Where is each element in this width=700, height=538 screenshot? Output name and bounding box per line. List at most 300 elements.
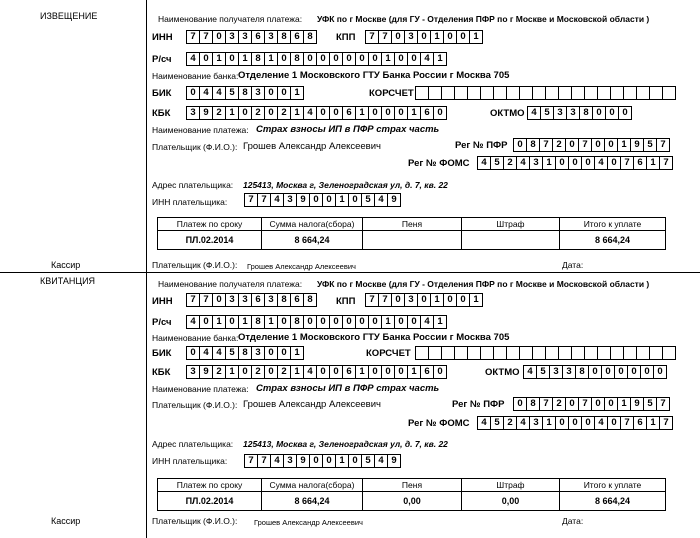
- digit-cell: 5: [491, 417, 504, 429]
- empty-cell: [585, 347, 598, 359]
- digit-cell: 0: [278, 316, 291, 328]
- digit-cell: 3: [187, 366, 200, 378]
- digit-cell: 9: [297, 455, 310, 467]
- digit-cell: 5: [644, 398, 657, 410]
- bik-label: БИК: [152, 348, 172, 359]
- digit-cell: 1: [543, 157, 556, 169]
- digit-cell: 7: [579, 139, 592, 151]
- digit-cell: 3: [554, 107, 567, 119]
- empty-cell: [533, 87, 546, 99]
- digit-cell: 8: [278, 294, 291, 306]
- recipient-name: УФК по г Москве (для ГУ - Отделения ПФР по г Москве и Московской области ): [317, 279, 650, 289]
- digit-cell: 0: [226, 316, 239, 328]
- digit-cell: 8: [304, 294, 317, 306]
- empty-cell: [637, 87, 650, 99]
- recipient-label: Наименование получателя платежа:: [158, 14, 303, 24]
- reg-foms-label: Рег № ФОМС: [408, 158, 470, 169]
- digit-cell: 2: [553, 139, 566, 151]
- digit-cell: 8: [278, 31, 291, 43]
- kpp-cells: [365, 30, 483, 44]
- digit-cell: 0: [239, 366, 252, 378]
- digit-cell: 1: [265, 53, 278, 65]
- digit-cell: 0: [628, 366, 641, 378]
- digit-cell: 8: [304, 31, 317, 43]
- empty-cell: [429, 347, 442, 359]
- empty-cell: [624, 347, 637, 359]
- digit-cell: 2: [213, 107, 226, 119]
- empty-cell: [546, 87, 559, 99]
- empty-cell: [481, 347, 494, 359]
- digit-cell: 1: [543, 417, 556, 429]
- digit-cell: 4: [375, 194, 388, 206]
- digit-cell: 7: [187, 31, 200, 43]
- section-title: ИЗВЕЩЕНИЕ: [40, 11, 98, 21]
- payer-name: Грошев Александр Алексеевич: [243, 399, 381, 410]
- payer-name-small: Грошев Александр Алексеевич: [247, 262, 356, 271]
- empty-cell: [559, 87, 572, 99]
- digit-cell: 0: [592, 398, 605, 410]
- digit-cell: 1: [265, 316, 278, 328]
- digit-cell: 0: [278, 53, 291, 65]
- digit-cell: 1: [336, 194, 349, 206]
- digit-cell: 4: [200, 87, 213, 99]
- digit-cell: 3: [530, 157, 543, 169]
- digit-cell: 0: [356, 53, 369, 65]
- bank-name: Отделение 1 Московского ГТУ Банка России г Москва 705: [238, 70, 510, 81]
- digit-cell: 1: [408, 366, 421, 378]
- digit-cell: 0: [582, 417, 595, 429]
- digit-cell: 4: [595, 157, 608, 169]
- digit-cell: 0: [605, 139, 618, 151]
- inn-cells: [186, 30, 317, 44]
- digit-cell: 3: [252, 347, 265, 359]
- digit-cell: 0: [619, 107, 632, 119]
- bik-cells: [186, 346, 304, 360]
- inn-cells: [186, 293, 317, 307]
- section-title: КВИТАНЦИЯ: [40, 276, 96, 286]
- digit-cell: 0: [641, 366, 654, 378]
- digit-cell: 4: [517, 157, 530, 169]
- payment-period: ПЛ.02.2014: [158, 492, 262, 511]
- digit-cell: 1: [226, 366, 239, 378]
- digit-cell: 0: [213, 294, 226, 306]
- empty-cell: [572, 87, 585, 99]
- digit-cell: 4: [187, 53, 200, 65]
- digit-cell: 0: [213, 31, 226, 43]
- digit-cell: 1: [431, 31, 444, 43]
- bank-label: Наименование банка:: [152, 333, 239, 343]
- digit-cell: 0: [457, 294, 470, 306]
- digit-cell: 9: [200, 366, 213, 378]
- header-penalty: Пеня: [363, 479, 462, 492]
- digit-cell: 4: [304, 366, 317, 378]
- digit-cell: 1: [213, 316, 226, 328]
- empty-cell: [507, 347, 520, 359]
- payer-address: 125413, Москва г, Зеленоградская ул, д. 7, кв. 22: [243, 439, 448, 449]
- digit-cell: 0: [444, 31, 457, 43]
- digit-cell: 7: [540, 139, 553, 151]
- reg-pfr-label: Рег № ПФР: [452, 399, 505, 410]
- digit-cell: 7: [660, 417, 673, 429]
- digit-cell: 0: [369, 366, 382, 378]
- digit-cell: 7: [540, 398, 553, 410]
- digit-cell: 9: [631, 398, 644, 410]
- header-penalty: Пеня: [363, 218, 462, 231]
- recipient-name: УФК по г Москве (для ГУ - Отделения ПФР по г Москве и Московской области ): [317, 14, 650, 24]
- digit-cell: 3: [265, 31, 278, 43]
- reg-foms-cells: [477, 416, 673, 430]
- digit-cell: 0: [265, 87, 278, 99]
- kpp-label: КПП: [336, 32, 356, 43]
- digit-cell: 1: [382, 53, 395, 65]
- empty-cell: [442, 347, 455, 359]
- purpose-label: Наименование платежа:: [152, 384, 249, 394]
- digit-cell: 4: [478, 157, 491, 169]
- digit-cell: 0: [343, 316, 356, 328]
- payer-address: 125413, Москва г, Зеленоградская ул, д. 7, кв. 22: [243, 180, 448, 190]
- digit-cell: 0: [444, 294, 457, 306]
- digit-cell: 0: [395, 53, 408, 65]
- rs-label: Р/сч: [152, 54, 172, 65]
- digit-cell: 5: [541, 107, 554, 119]
- digit-cell: 0: [418, 31, 431, 43]
- payer-name: Грошев Александр Алексеевич: [243, 141, 381, 152]
- digit-cell: 0: [556, 417, 569, 429]
- digit-cell: 3: [187, 107, 200, 119]
- digit-cell: 6: [421, 366, 434, 378]
- korschet-cells: [415, 346, 676, 360]
- korschet-cells: [415, 86, 676, 100]
- digit-cell: 6: [343, 366, 356, 378]
- cashier-label: Кассир: [51, 260, 81, 270]
- digit-cell: 9: [631, 139, 644, 151]
- digit-cell: 7: [366, 294, 379, 306]
- oktmo-cells: [527, 106, 632, 120]
- digit-cell: 4: [271, 455, 284, 467]
- digit-cell: 0: [582, 157, 595, 169]
- date-label: Дата:: [562, 260, 584, 270]
- digit-cell: 9: [388, 194, 401, 206]
- digit-cell: 0: [615, 366, 628, 378]
- digit-cell: 9: [200, 107, 213, 119]
- digit-cell: 1: [382, 316, 395, 328]
- empty-cell: [663, 87, 676, 99]
- header-period: Платеж по сроку: [158, 479, 262, 492]
- empty-cell: [611, 87, 624, 99]
- empty-cell: [598, 87, 611, 99]
- reg-foms-cells: [477, 156, 673, 170]
- rs-cells: [186, 315, 447, 329]
- digit-cell: 6: [634, 157, 647, 169]
- digit-cell: 2: [504, 417, 517, 429]
- digit-cell: 0: [310, 455, 323, 467]
- digit-cell: 1: [291, 347, 304, 359]
- kbk-label: КБК: [152, 108, 171, 119]
- empty-cell: [455, 87, 468, 99]
- empty-cell: [442, 87, 455, 99]
- digit-cell: 0: [310, 194, 323, 206]
- empty-cell: [650, 347, 663, 359]
- header-fine: Штраф: [462, 479, 560, 492]
- digit-cell: 1: [226, 107, 239, 119]
- empty-cell: [416, 347, 429, 359]
- digit-cell: 4: [213, 87, 226, 99]
- section-divider: [0, 272, 700, 273]
- digit-cell: 0: [349, 455, 362, 467]
- digit-cell: 1: [647, 417, 660, 429]
- digit-cell: 2: [278, 107, 291, 119]
- digit-cell: 0: [608, 417, 621, 429]
- digit-cell: 3: [550, 366, 563, 378]
- digit-cell: 4: [375, 455, 388, 467]
- digit-cell: 0: [317, 366, 330, 378]
- digit-cell: 3: [567, 107, 580, 119]
- digit-cell: 7: [366, 31, 379, 43]
- digit-cell: 0: [265, 107, 278, 119]
- digit-cell: 9: [297, 194, 310, 206]
- address-label: Адрес плательщика:: [152, 439, 234, 449]
- rs-cells: [186, 52, 447, 66]
- payer-inn-cells: [244, 193, 401, 207]
- digit-cell: 1: [618, 139, 631, 151]
- digit-cell: 0: [395, 107, 408, 119]
- digit-cell: 7: [258, 455, 271, 467]
- digit-cell: 3: [405, 294, 418, 306]
- inn-label: ИНН: [152, 32, 173, 43]
- digit-cell: 0: [408, 53, 421, 65]
- kpp-label: КПП: [336, 296, 356, 307]
- payment-period: ПЛ.02.2014: [158, 231, 262, 250]
- digit-cell: 0: [392, 31, 405, 43]
- digit-cell: 2: [252, 107, 265, 119]
- digit-cell: 0: [265, 366, 278, 378]
- digit-cell: 0: [434, 366, 447, 378]
- digit-cell: 0: [317, 53, 330, 65]
- bik-label: БИК: [152, 88, 172, 99]
- digit-cell: 7: [200, 31, 213, 43]
- digit-cell: 0: [330, 316, 343, 328]
- header-total: Итого к уплате: [560, 218, 666, 231]
- digit-cell: 5: [362, 194, 375, 206]
- bik-cells: [186, 86, 304, 100]
- digit-cell: 4: [528, 107, 541, 119]
- empty-cell: [546, 347, 559, 359]
- empty-cell: [481, 87, 494, 99]
- digit-cell: 8: [576, 366, 589, 378]
- digit-cell: 6: [291, 31, 304, 43]
- digit-cell: 4: [213, 347, 226, 359]
- empty-cell: [494, 347, 507, 359]
- digit-cell: 3: [239, 294, 252, 306]
- digit-cell: 0: [187, 87, 200, 99]
- payer-label: Плательщик (Ф.И.О.):: [152, 142, 238, 152]
- digit-cell: 3: [226, 31, 239, 43]
- digit-cell: 0: [606, 107, 619, 119]
- digit-cell: 5: [226, 87, 239, 99]
- digit-cell: 0: [392, 294, 405, 306]
- empty-cell: [598, 347, 611, 359]
- kbk-cells: [186, 106, 447, 120]
- digit-cell: 0: [556, 157, 569, 169]
- digit-cell: 0: [418, 294, 431, 306]
- digit-cell: 0: [330, 107, 343, 119]
- digit-cell: 6: [343, 107, 356, 119]
- digit-cell: 5: [226, 347, 239, 359]
- digit-cell: 3: [563, 366, 576, 378]
- digit-cell: 4: [595, 417, 608, 429]
- digit-cell: 4: [421, 316, 434, 328]
- empty-cell: [494, 87, 507, 99]
- digit-cell: 8: [239, 347, 252, 359]
- digit-cell: 4: [517, 417, 530, 429]
- header-fine: Штраф: [462, 218, 560, 231]
- digit-cell: 1: [470, 31, 483, 43]
- digit-cell: 3: [405, 31, 418, 43]
- digit-cell: 7: [579, 398, 592, 410]
- digit-cell: 4: [200, 347, 213, 359]
- digit-cell: 6: [634, 417, 647, 429]
- cashier-label: Кассир: [51, 516, 81, 526]
- digit-cell: 4: [421, 53, 434, 65]
- digit-cell: 0: [569, 157, 582, 169]
- digit-cell: 1: [408, 107, 421, 119]
- rs-label: Р/сч: [152, 317, 172, 328]
- korschet-label: КОРСЧЕТ: [366, 348, 411, 359]
- digit-cell: 6: [252, 31, 265, 43]
- digit-cell: 0: [369, 107, 382, 119]
- digit-cell: 0: [200, 316, 213, 328]
- digit-cell: 8: [252, 53, 265, 65]
- digit-cell: 0: [589, 366, 602, 378]
- kpp-cells: [365, 293, 483, 307]
- digit-cell: 6: [291, 294, 304, 306]
- empty-cell: [468, 347, 481, 359]
- digit-cell: 0: [239, 107, 252, 119]
- digit-cell: 8: [527, 398, 540, 410]
- digit-cell: 1: [291, 87, 304, 99]
- payer-inn-label: ИНН плательщика:: [152, 456, 228, 466]
- digit-cell: 0: [434, 107, 447, 119]
- digit-cell: 7: [258, 194, 271, 206]
- digit-cell: 0: [395, 316, 408, 328]
- digit-cell: 0: [304, 53, 317, 65]
- korschet-label: КОРСЧЕТ: [369, 88, 414, 99]
- digit-cell: 0: [200, 53, 213, 65]
- empty-cell: [624, 87, 637, 99]
- digit-cell: 4: [478, 417, 491, 429]
- digit-cell: 1: [434, 53, 447, 65]
- header-period: Платеж по сроку: [158, 218, 262, 231]
- digit-cell: 0: [408, 316, 421, 328]
- digit-cell: 1: [434, 316, 447, 328]
- digit-cell: 5: [537, 366, 550, 378]
- reg-pfr-cells: [513, 397, 670, 411]
- digit-cell: 0: [349, 194, 362, 206]
- fine-amount: [462, 231, 560, 250]
- tax-amount: 8 664,24: [262, 492, 363, 511]
- digit-cell: 1: [239, 316, 252, 328]
- digit-cell: 0: [569, 417, 582, 429]
- digit-cell: 0: [317, 107, 330, 119]
- digit-cell: 3: [530, 417, 543, 429]
- digit-cell: 7: [200, 294, 213, 306]
- digit-cell: 0: [278, 87, 291, 99]
- digit-cell: 2: [278, 366, 291, 378]
- digit-cell: 8: [527, 139, 540, 151]
- digit-cell: 0: [514, 398, 527, 410]
- tax-amount: 8 664,24: [262, 231, 363, 250]
- total-amount: 8 664,24: [560, 492, 666, 511]
- digit-cell: 4: [187, 316, 200, 328]
- empty-cell: [559, 347, 572, 359]
- reg-pfr-label: Рег № ПФР: [455, 140, 508, 151]
- payment-table: [157, 478, 666, 511]
- empty-cell: [429, 87, 442, 99]
- digit-cell: 4: [304, 107, 317, 119]
- digit-cell: 1: [470, 294, 483, 306]
- digit-cell: 1: [356, 107, 369, 119]
- empty-cell: [507, 87, 520, 99]
- payer-label: Плательщик (Ф.И.О.):: [152, 400, 238, 410]
- digit-cell: 0: [457, 31, 470, 43]
- digit-cell: 0: [304, 316, 317, 328]
- empty-cell: [533, 347, 546, 359]
- empty-cell: [585, 87, 598, 99]
- digit-cell: 0: [593, 107, 606, 119]
- inn-label: ИНН: [152, 296, 173, 307]
- digit-cell: 0: [382, 107, 395, 119]
- empty-cell: [637, 347, 650, 359]
- digit-cell: 0: [514, 139, 527, 151]
- digit-cell: 2: [252, 366, 265, 378]
- empty-cell: [520, 87, 533, 99]
- digit-cell: 0: [226, 53, 239, 65]
- payer-inn-cells: [244, 454, 401, 468]
- digit-cell: 0: [317, 316, 330, 328]
- digit-cell: 0: [382, 366, 395, 378]
- payer-name-small: Грошев Александр Алексеевич: [254, 518, 363, 527]
- empty-cell: [572, 347, 585, 359]
- digit-cell: 3: [284, 194, 297, 206]
- bank-name: Отделение 1 Московского ГТУ Банка России г Москва 705: [238, 332, 510, 343]
- digit-cell: 0: [278, 347, 291, 359]
- purpose-label: Наименование платежа:: [152, 125, 249, 135]
- digit-cell: 0: [265, 347, 278, 359]
- digit-cell: 0: [369, 316, 382, 328]
- digit-cell: 9: [388, 455, 401, 467]
- empty-cell: [455, 347, 468, 359]
- digit-cell: 5: [644, 139, 657, 151]
- column-divider: [146, 0, 147, 538]
- header-tax-amount: Сумма налога(сбора): [262, 218, 363, 231]
- digit-cell: 6: [421, 107, 434, 119]
- digit-cell: 0: [356, 316, 369, 328]
- digit-cell: 8: [291, 316, 304, 328]
- empty-cell: [650, 87, 663, 99]
- digit-cell: 7: [657, 398, 670, 410]
- reg-pfr-cells: [513, 138, 670, 152]
- digit-cell: 7: [245, 455, 258, 467]
- digit-cell: 1: [647, 157, 660, 169]
- penalty-amount: [363, 231, 462, 250]
- empty-cell: [663, 347, 676, 359]
- digit-cell: 7: [660, 157, 673, 169]
- digit-cell: 7: [621, 417, 634, 429]
- digit-cell: 0: [566, 398, 579, 410]
- digit-cell: 0: [187, 347, 200, 359]
- digit-cell: 1: [336, 455, 349, 467]
- empty-cell: [611, 347, 624, 359]
